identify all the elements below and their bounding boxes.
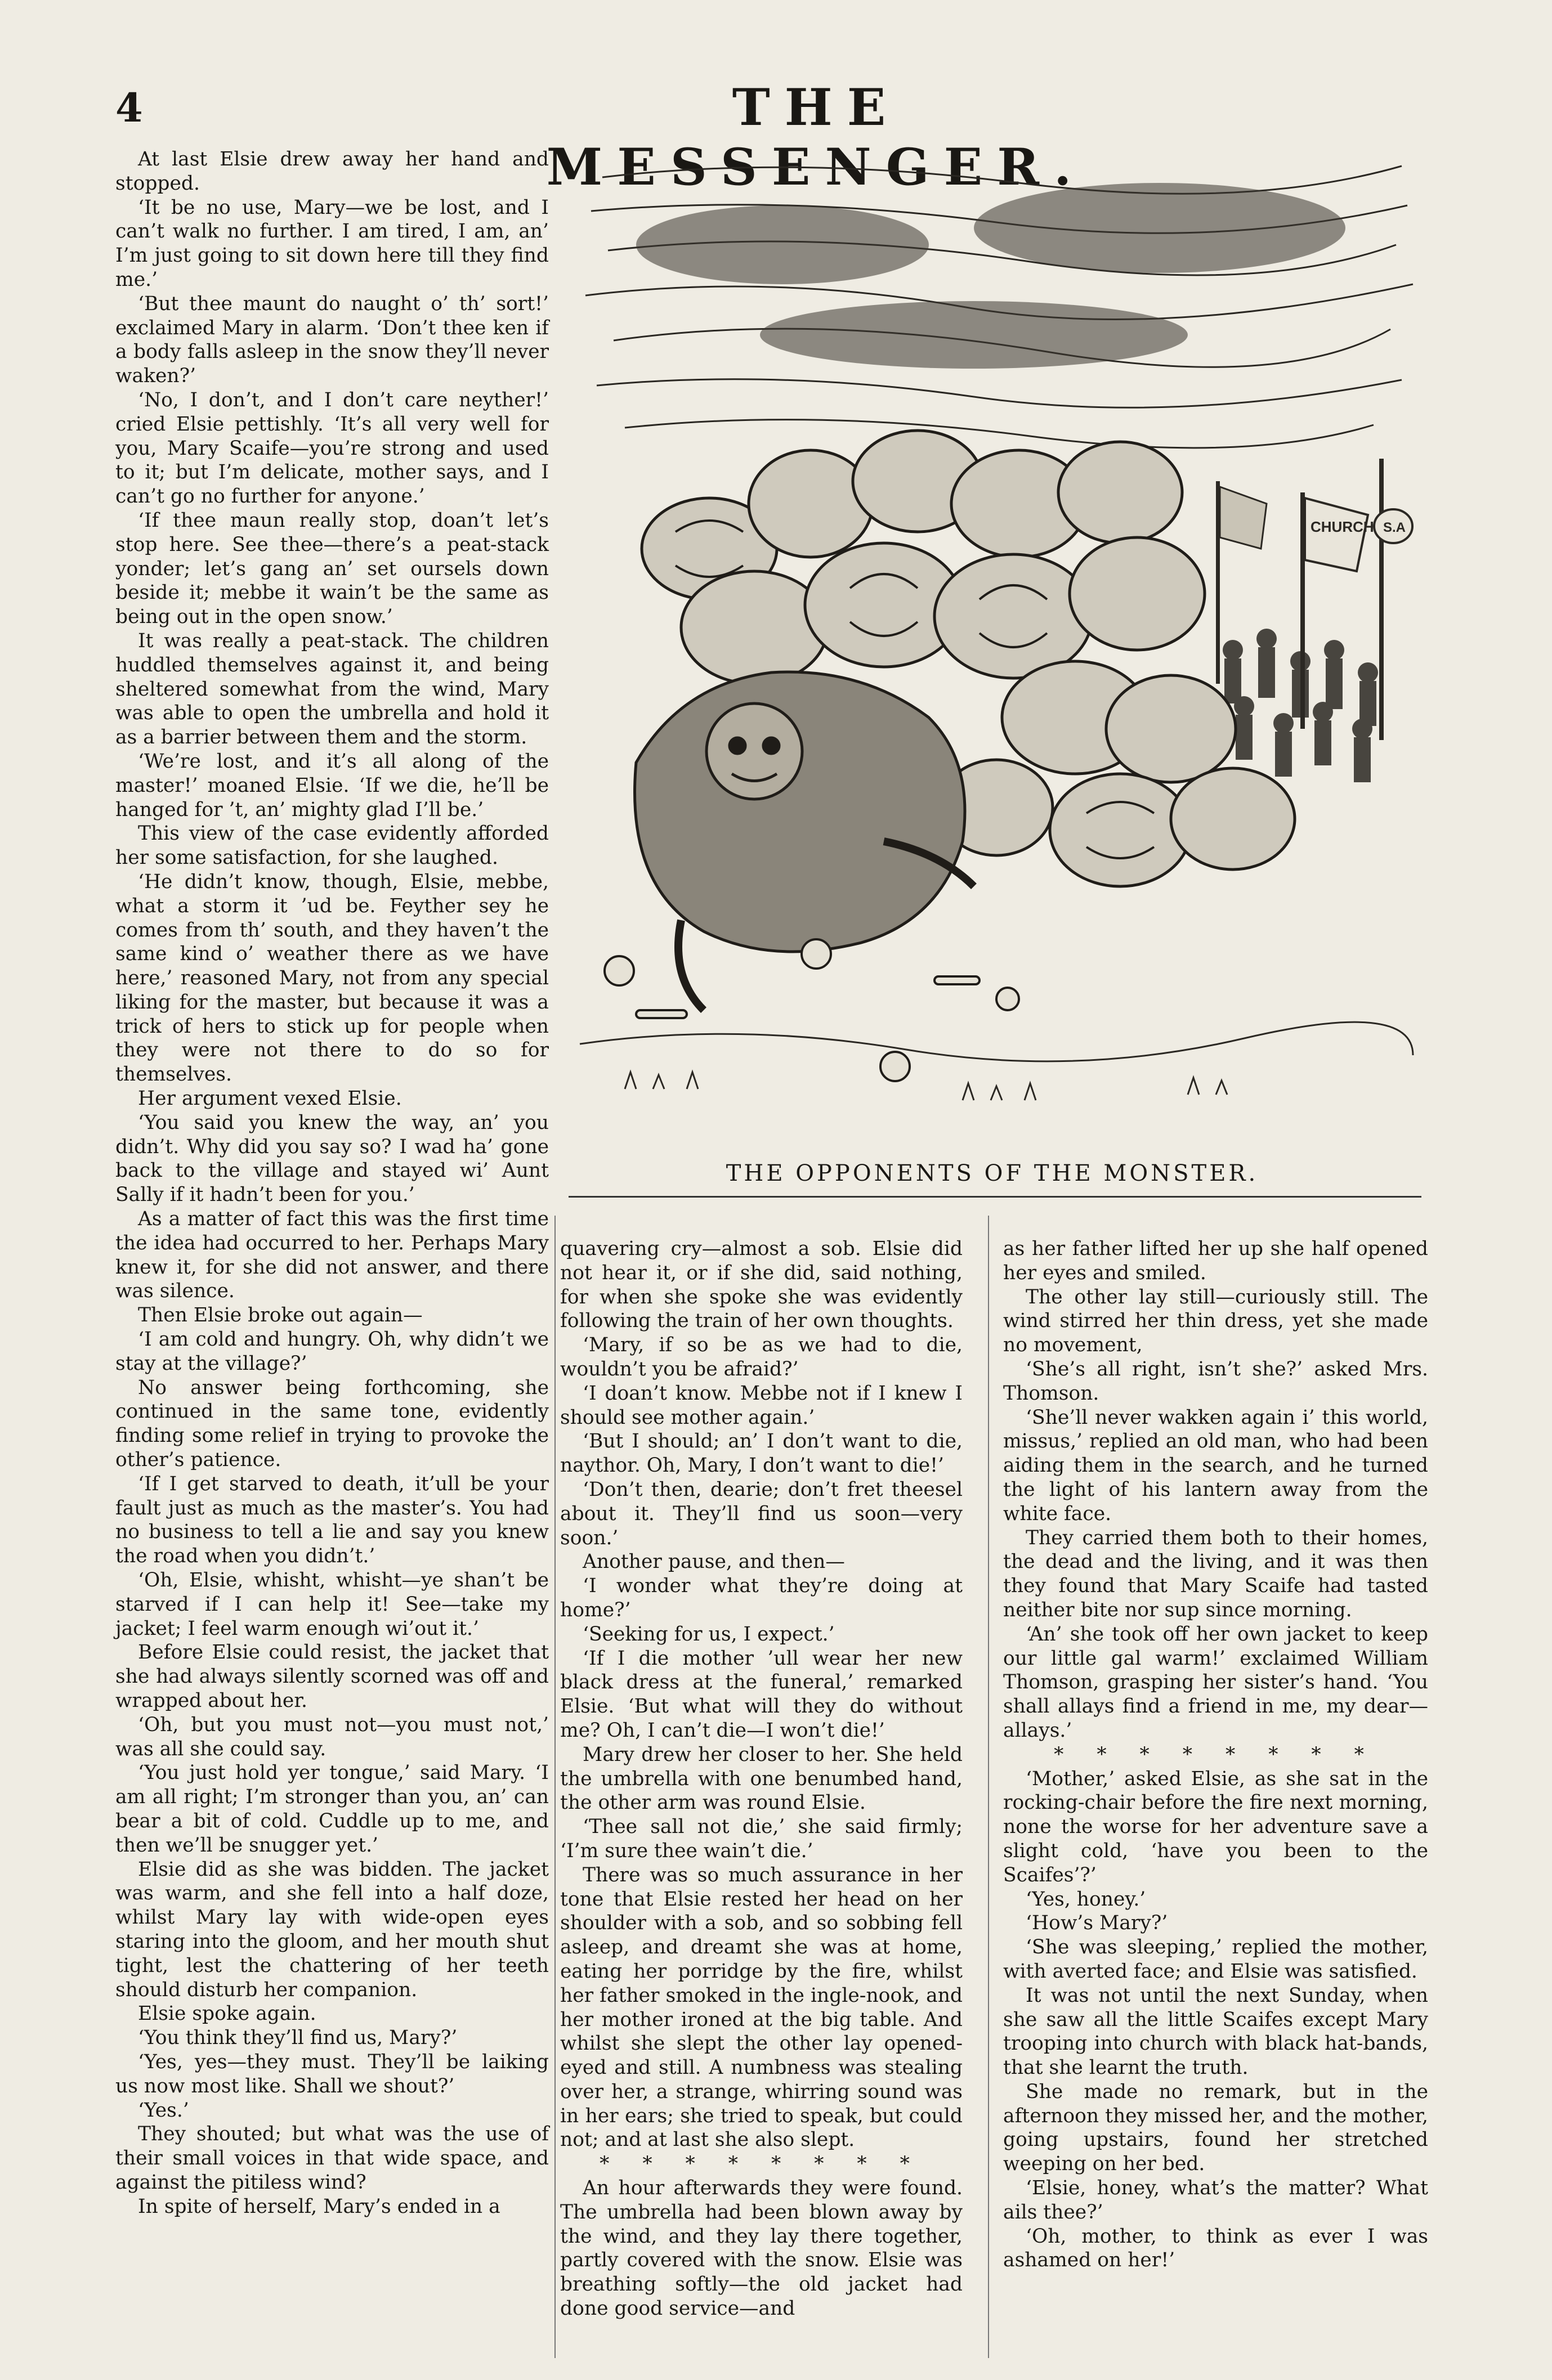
paragraph: Another pause, and then— xyxy=(583,1550,845,1574)
procession-crowd xyxy=(1216,459,1412,782)
section-break: * * * * * * * * xyxy=(1054,1743,1377,1766)
paragraph: ‘Mother,’ asked Elsie, as she sat in the rocking-chair before the fire next morning, none the worse for her adventure save a slight cold, ‘have you been to the Scaifes’?’ xyxy=(1003,1767,1428,1886)
paragraph: Elsie did as she was bidden. The jacket was warm, and she fell into a half doze, whilst Mary lay with wide-open eyes staring into the gloom, and her mouth shut tight, lest the chattering of her teeth should disturb her companion. xyxy=(115,1858,549,2001)
paragraph: Her argument vexed Elsie. xyxy=(138,1087,402,1110)
horizontal-rule xyxy=(569,1196,1421,1198)
paragraph: ‘She was sleeping,’ replied the mother, with averted face; and Elsie was satisfied. xyxy=(1003,1936,1428,1983)
paragraph: ‘An’ she took off her own jacket to keep our little gal warm!’ exclaimed William Thomson, grasping her sister’s hand. ‘You shall allays find a friend in me, my dear—allays.’ xyxy=(1003,1622,1428,1742)
paragraph: ‘I am cold and hungry. Oh, why didn’t we stay at the village?’ xyxy=(115,1328,549,1375)
masthead-title: THE MESSENGER. xyxy=(546,78,1086,197)
paragraph: Elsie spoke again. xyxy=(138,2002,316,2025)
text-column-left xyxy=(115,147,549,2219)
paragraph: ‘If I get starved to death, it’ull be your fault just as much as the master’s. You had no business to tell a lie and say you knew the road when you didn’t.’ xyxy=(115,1472,549,1568)
skulls-and-bones xyxy=(605,939,1019,1081)
paragraph: ‘If I die mother ’ull wear her new black dress at the funeral,’ remarked Elsie. ‘But what will they do without me? Oh, I can’t die—I won’t die!’ xyxy=(560,1647,963,1742)
paragraph: As a matter of fact this was the first time the idea had occurred to her. Perhaps Mary knew it, for she did not answer, and there was silence. xyxy=(115,1208,549,1303)
column-divider xyxy=(988,1216,989,2358)
column-divider xyxy=(554,1216,556,2358)
banner-label-sa: S.A xyxy=(1383,520,1406,535)
paragraph: ‘If thee maun really stop, doan’t let’s stop here. See thee—there’s a peat-stack yonder; let’s gang an’ set oursels down beside it; mebbe it wain’t be the same as being out in the open snow.’ xyxy=(115,509,549,629)
text-column-middle xyxy=(560,1237,963,2321)
paragraph: ‘She’s all right, isn’t she?’ asked Mrs. Thomson. xyxy=(1003,1357,1428,1405)
paragraph: ‘But I should; an’ I don’t want to die, naythor. Oh, Mary, I don’t want to die!’ xyxy=(560,1430,963,1477)
paragraph: Then Elsie broke out again— xyxy=(138,1304,423,1327)
paragraph: as her father lifted her up she half opened her eyes and smiled. xyxy=(1003,1238,1428,1284)
paragraph: An hour afterwards they were found. The umbrella had been blown away by the wind, and they lay there together, partly covered with the snow. Elsie was breathing softly—the old jacket had done good service—and xyxy=(560,2177,963,2320)
paragraph: ‘Oh, Elsie, whisht, whisht—ye shan’t be starved if I can help it! See—take my jacket; I feel warm enough wi’out it.’ xyxy=(115,1569,549,1640)
paragraph: The other lay still—curiously still. The wind stirred her thin dress, yet she made no movement, xyxy=(1003,1285,1428,1357)
ground-grass xyxy=(580,1022,1413,1100)
engraving-illustration xyxy=(569,144,1416,1148)
paragraph: They carried them both to their homes, the dead and the living, and it was then they found that Mary Scaife had tasted neither bite nor sup since morning. xyxy=(1003,1526,1428,1621)
paragraph: ‘It be no use, Mary—we be lost, and I can’t walk no further. I am tired, I am, an’ I’m just going to sit down here till they find me.’ xyxy=(115,196,549,291)
paragraph: ‘Seeking for us, I expect.’ xyxy=(583,1622,835,1646)
paragraph: ‘Yes, honey.’ xyxy=(1026,1888,1146,1911)
paragraph: ‘No, I don’t, and I don’t care neyther!’ cried Elsie pettishly. ‘It’s all very well for you, Mary Scaife—you’re strong and used to it; but I’m delicate, mother says, and I can’t go no further for anyone.’ xyxy=(115,388,549,508)
paragraph: ‘But thee maunt do naught o’ th’ sort!’ exclaimed Mary in alarm. ‘Don’t thee ken if a body falls asleep in the snow they’ll never waken?’ xyxy=(115,292,549,388)
paragraph: Before Elsie could resist, the jacket that she had always silently scorned was off and wrapped about her. xyxy=(115,1641,549,1712)
paragraph: ‘Yes.’ xyxy=(138,2099,189,2122)
paragraph: ‘How’s Mary?’ xyxy=(1026,1912,1168,1935)
paragraph: No answer being forthcoming, she continued in the same tone, evidently finding some relief in trying to provoke the other’s patience. xyxy=(115,1376,549,1472)
paragraph: ‘He didn’t know, though, Elsie, mebbe, what a storm it ’ud be. Feyther sey he comes from th’ south, and they haven’t the same kind o’ weather there as we have here,’ reasoned Mary, not from any special liking for the master, but because it was a trick of hers to stick up for people when they were not there to do so for themselves. xyxy=(115,870,549,1086)
paragraph: ‘Thee sall not die,’ she said firmly; ‘I’m sure thee wain’t die.’ xyxy=(560,1816,963,1862)
paragraph: There was so much assurance in her tone that Elsie rested her head on her shoulder with a sob, and so sobbing fell asleep, and dreamt she was at home, eating her porridge by the fire, whilst her father smoked in the ingle-nook, and her mother ironed at the big table. And whilst she slept the other lay opened-eyed and still. A numbness was stealing over her, a strange, whirring sound was in her ears; she tried to speak, but could not; and at last she also slept. xyxy=(560,1863,963,2152)
paragraph: ‘Oh, but you must not—you must not,’ was all she could say. xyxy=(115,1713,549,1760)
cloud-shading xyxy=(636,183,1345,369)
paragraph: ‘Yes, yes—they must. They’ll be laiking us now most like. Shall we shout?’ xyxy=(115,2050,549,2097)
paragraph: This view of the case evidently afforded her some satisfaction, for she laughed. xyxy=(115,822,549,869)
paragraph: quavering cry—almost a sob. Elsie did not hear it, or if she did, said nothing, for when she spoke she was evidently following the train of her own thoughts. xyxy=(560,1238,963,1333)
illustration-caption: THE OPPONENTS OF THE MONSTER. xyxy=(726,1160,1259,1186)
paragraph: It was not until the next Sunday, when she saw all the little Scaifes except Mary trooping into church with black hat-bands, that she learnt the truth. xyxy=(1003,1984,1428,2079)
paragraph: ‘You just hold yer tongue,’ said Mary. ‘I am all right; I’m stronger than you, an’ can bear a bit of cold. Cuddle up to me, and then we’ll be snugger yet.’ xyxy=(115,1762,549,1857)
paragraph: They shouted; but what was the use of their small voices in that wide space, and against the pitiless wind? xyxy=(115,2123,549,2194)
paragraph: ‘I doan’t know. Mebbe not if I knew I should see mother again.’ xyxy=(560,1382,963,1429)
paragraph: ‘Mary, if so be as we had to die, wouldn’t you be afraid?’ xyxy=(560,1334,963,1381)
paragraph: She made no remark, but in the afternoon they missed her, and the mother, going upstairs, found her stretched weeping on her bed. xyxy=(1003,2080,1428,2176)
paragraph: ‘Oh, mother, to think as ever I was ashamed on her!’ xyxy=(1003,2225,1428,2272)
paragraph: ‘We’re lost, and it’s all along of the master!’ moaned Elsie. ‘If we die, he’ll be hanged for ’t, an’ mighty glad I’ll be.’ xyxy=(115,750,549,821)
paragraph: ‘You think they’ll find us, Mary?’ xyxy=(138,2027,458,2050)
text-column-right xyxy=(1003,1237,1428,2273)
paragraph: ‘I wonder what they’re doing at home?’ xyxy=(560,1575,963,1621)
paragraph: At last Elsie drew away her hand and stopped. xyxy=(115,148,549,195)
paragraph: In spite of herself, Mary’s ended in a xyxy=(138,2195,500,2218)
section-break: * * * * * * * * xyxy=(600,2153,923,2176)
paragraph: It was really a peat-stack. The children huddled themselves against it, and being sheltered somewhat from the wind, Mary was able to open the umbrella and hold it as a barrier between them and the storm. xyxy=(115,629,549,749)
paragraph: Mary drew her closer to her. She held the umbrella with one benumbed hand, the other arm was round Elsie. xyxy=(560,1743,963,1814)
paragraph: ‘Elsie, honey, what’s the matter? What ails thee?’ xyxy=(1003,2177,1428,2224)
banner-label-church: CHURCH xyxy=(1311,518,1374,535)
page-number: 4 xyxy=(115,84,143,131)
paragraph: ‘She’ll never wakken again i’ this world, missus,’ replied an old man, who had been aiding them in the search, and he turned the light of his lantern away from the white face. xyxy=(1003,1406,1428,1525)
paragraph: ‘Don’t then, dearie; don’t fret theesel about it. They’ll find us soon—very soon.’ xyxy=(560,1478,963,1549)
paragraph: ‘You said you knew the way, an’ you didn’t. Why did you say so? I wad ha’ gone back to the village and stayed wi’ Aunt Sally if it hadn’t been for you.’ xyxy=(115,1111,549,1207)
